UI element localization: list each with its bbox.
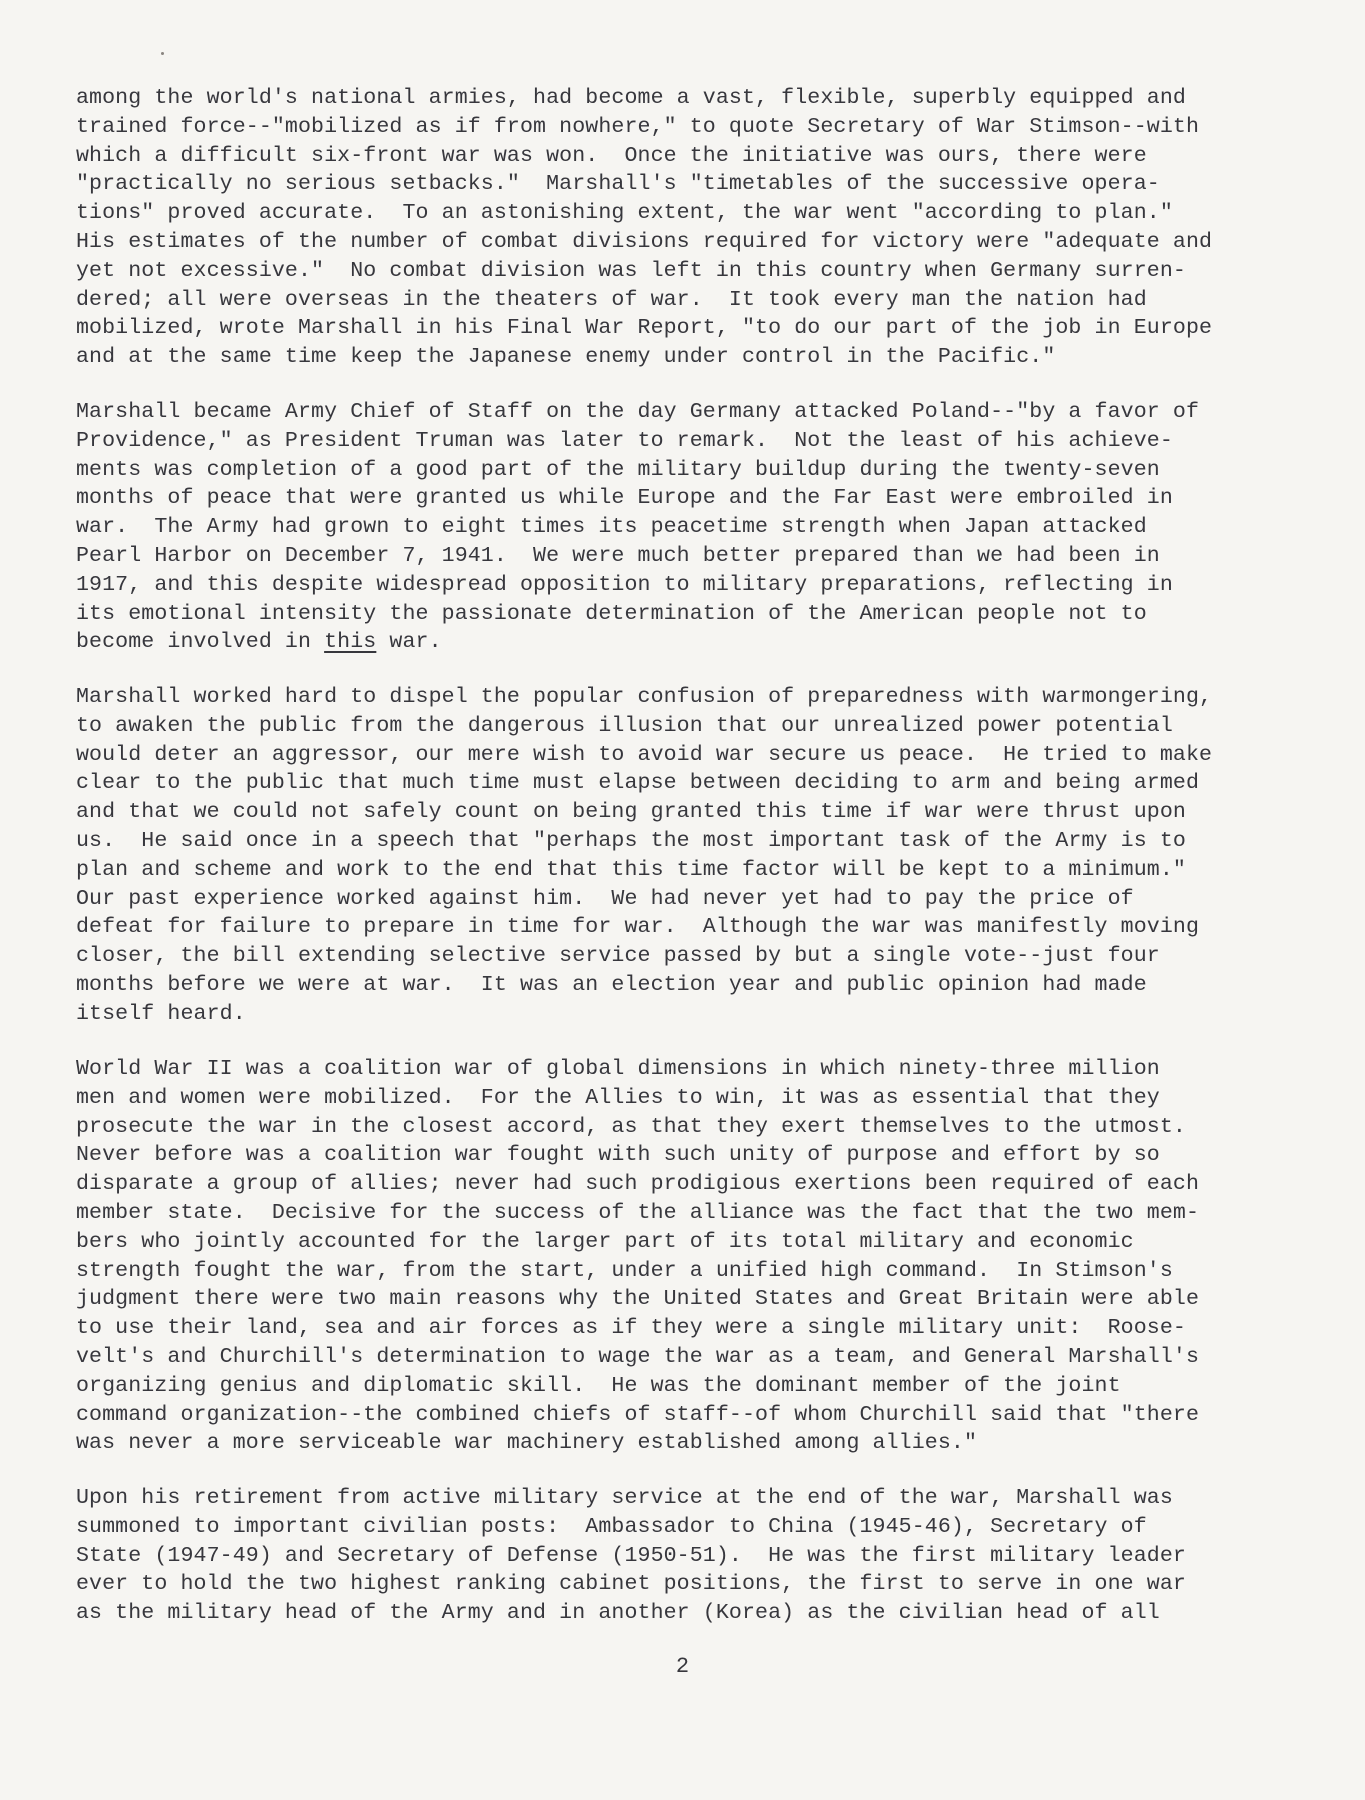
text-line: which a difficult six-front war was won. Once the initiative was ours, there were — [76, 143, 1147, 168]
text-line: Our past experience worked against him. We had never yet had to pay the price of — [76, 886, 1134, 911]
text-line: Pearl Harbor on December 7, 1941. We were much better prepared than we had been in — [76, 543, 1160, 568]
text-line: plan and scheme and work to the end that this time factor will be kept to a minimum." — [76, 857, 1186, 882]
paper-speck — [161, 52, 164, 55]
text-line: its emotional intensity the passionate determination of the American people not to — [76, 601, 1147, 626]
text-line: to use their land, sea and air forces as if they were a single military unit: Roose- — [76, 1316, 1186, 1341]
text-line: Never before was a coalition war fought with such unity of purpose and effort by so — [76, 1143, 1160, 1168]
text-line: ever to hold the two highest ranking cabinet positions, the first to serve in one war — [76, 1572, 1186, 1597]
text-line: men and women were mobilized. For the Allies to win, it was as essential that they — [76, 1085, 1160, 1110]
text-line: prosecute the war in the closest accord, as that they exert themselves to the utmost. — [76, 1114, 1186, 1139]
text-line: 1917, and this despite widespread opposition to military preparations, reflecting in — [76, 572, 1173, 597]
text-line: disparate a group of allies; never had such prodigious exertions been required of each — [76, 1172, 1200, 1197]
underlined-word: this — [324, 630, 377, 655]
text-line: defeat for failure to prepare in time for war. Although the war was manifestly moving — [76, 915, 1200, 940]
text-line: tions" proved accurate. To an astonishing extent, the war went "according to plan." — [76, 201, 1173, 226]
paragraph-preparedness — [76, 683, 1316, 1029]
text-line: dered; all were overseas in the theaters of war. It took every man the nation had — [76, 287, 1147, 312]
text-line: war. The Army had grown to eight times its peacetime strength when Japan attacked — [76, 515, 1147, 540]
text-line: Upon his retirement from active military service at the end of the war, Marshall was — [76, 1486, 1173, 1510]
text-line: command organization--the combined chiefs of staff--of whom Churchill said that "there — [76, 1402, 1200, 1427]
text-line: was never a more serviceable war machinery established among allies." — [76, 1431, 978, 1456]
text-line: would deter an aggressor, our mere wish to avoid war secure us peace. He tried to make — [76, 742, 1213, 767]
text-line: itself heard. — [76, 1001, 246, 1026]
text-line: "practically no serious setbacks." Marshall's "timetables of the successive opera- — [76, 172, 1160, 197]
text-line: bers who jointly accounted for the larger part of its total military and economic — [76, 1229, 1134, 1254]
paragraph-armies — [76, 84, 1316, 372]
text-line: His estimates of the number of combat divisions required for victory were "adequate and — [76, 229, 1213, 254]
text-line: and at the same time keep the Japanese enemy under control in the Pacific." — [76, 345, 1056, 370]
paragraph-retirement — [76, 1484, 1316, 1628]
text-line: member state. Decisive for the success of the alliance was the fact that the two mem- — [76, 1200, 1200, 1225]
text-fragment: become involved in — [76, 630, 325, 655]
text-line: Providence," as President Truman was later to remark. Not the least of his achieve- — [76, 428, 1173, 453]
text-line: organizing genius and diplomatic skill. He was the dominant member of the joint — [76, 1373, 1121, 1398]
text-line: State (1947-49) and Secretary of Defense (1950-51). He was the first military leader — [76, 1543, 1186, 1568]
text-line: judgment there were two main reasons why the United States and Great Britain were able — [76, 1287, 1200, 1312]
text-line: trained force--"mobilized as if from nowhere," to quote Secretary of War Stimson--with — [76, 114, 1200, 139]
text-line — [76, 628, 1316, 657]
page-number: 2 — [675, 1654, 690, 1679]
text-line: ments was completion of a good part of the military buildup during the twenty-seven — [76, 457, 1160, 482]
text-line: and that we could not safely count on being granted this time if war were thrust upon — [76, 800, 1186, 825]
text-line: summoned to important civilian posts: Ambassador to China (1945-46), Secretary of — [76, 1514, 1147, 1539]
text-line: months of peace that were granted us while Europe and the Far East were embroiled in — [76, 486, 1173, 511]
text-line: Marshall worked hard to dispel the popular confusion of preparedness with warmongering, — [76, 685, 1213, 709]
text-line: as the military head of the Army and in another (Korea) as the civilian head of all — [76, 1601, 1160, 1626]
text-line: months before we were at war. It was an election year and public opinion had made — [76, 972, 1147, 997]
text-line: yet not excessive." No combat division was left in this country when Germany surren- — [76, 258, 1186, 283]
text-line: clear to the public that much time must elapse between deciding to arm and being armed — [76, 771, 1200, 796]
text-line: velt's and Churchill's determination to wage the war as a team, and General Marshall's — [76, 1344, 1200, 1369]
text-line: World War II was a coalition war of global dimensions in which ninety-three million — [76, 1057, 1160, 1081]
text-line: closer, the bill extending selective service passed by but a single vote--just four — [76, 944, 1160, 969]
text-line: among the world's national armies, had become a vast, flexible, superbly equipped and — [76, 86, 1186, 110]
paragraph-chief-of-staff — [76, 398, 1316, 657]
paragraph-coalition-war — [76, 1055, 1316, 1458]
text-fragment: war. — [376, 630, 442, 655]
text-line: mobilized, wrote Marshall in his Final War Report, "to do our part of the job in Europe — [76, 316, 1213, 341]
text-line: us. He said once in a speech that "perhaps the most important task of the Army is to — [76, 828, 1186, 853]
text-line: Marshall became Army Chief of Staff on the day Germany attacked Poland--"by a favor of — [76, 400, 1200, 424]
text-line: to awaken the public from the dangerous illusion that our unrealized power potential — [76, 713, 1173, 738]
text-line: strength fought the war, from the start, under a unified high command. In Stimson's — [76, 1258, 1173, 1283]
